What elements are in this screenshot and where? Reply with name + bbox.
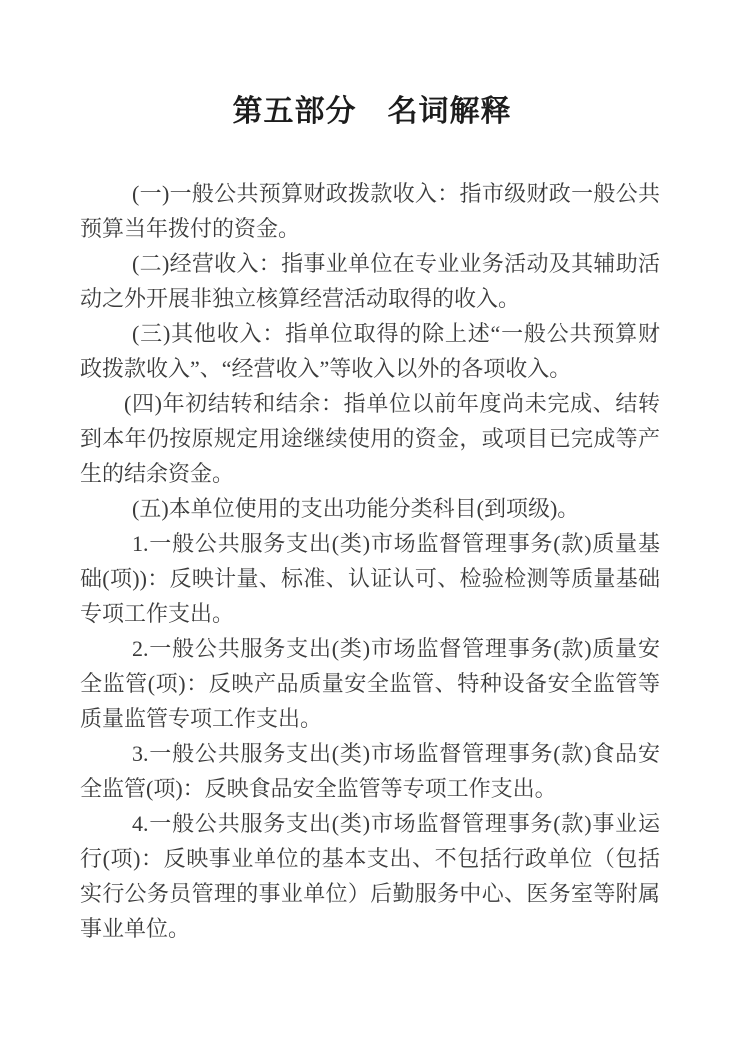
paragraph-item-2: 2.一般公共服务支出(类)市场监督管理事务(款)质量安全监管(项)：反映产品质量安全监管、特种设备安全监管等质量监管专项工作支出。 — [80, 636, 660, 731]
paragraph-item-1: 1.一般公共服务支出(类)市场监督管理事务(款)质量基础(项))：反映计量、标准、认证认可、检验检测等质量基础专项工作支出。 — [80, 531, 660, 626]
paragraph-term-3: (三)其他收入：指单位取得的除上述“一般公共预算财政拨款收入”、“经营收入”等收入以外的各项收入。 — [80, 321, 660, 381]
paragraph-item-4: 4.一般公共服务支出(类)市场监督管理事务(款)事业运行(项)：反映事业单位的基本支出、不包括行政单位（包括实行公务员管理的事业单位）后勤服务中心、医务室等附属事业单位。 — [80, 811, 660, 941]
paragraph-term-1: (一)一般公共预算财政拨款收入：指市级财政一般公共预算当年拨付的资金。 — [80, 181, 660, 241]
paragraph-term-4: (四)年初结转和结余：指单位以前年度尚未完成、结转到本年仍按原规定用途继续使用的资金，或项目已完成等产生的结余资金。 — [80, 391, 660, 486]
document-body — [80, 176, 660, 946]
paragraph-term-2: (二)经营收入：指事业单位在专业业务活动及其辅助活动之外开展非独立核算经营活动取得的收入。 — [80, 251, 660, 311]
page-title: 第五部分 名词解释 — [232, 95, 512, 128]
paragraph-item-3: 3.一般公共服务支出(类)市场监督管理事务(款)食品安全监管(项)：反映食品安全监管等专项工作支出。 — [80, 741, 660, 801]
paragraph-term-5: (五)本单位使用的支出功能分类科目(到项级)。 — [132, 496, 580, 521]
